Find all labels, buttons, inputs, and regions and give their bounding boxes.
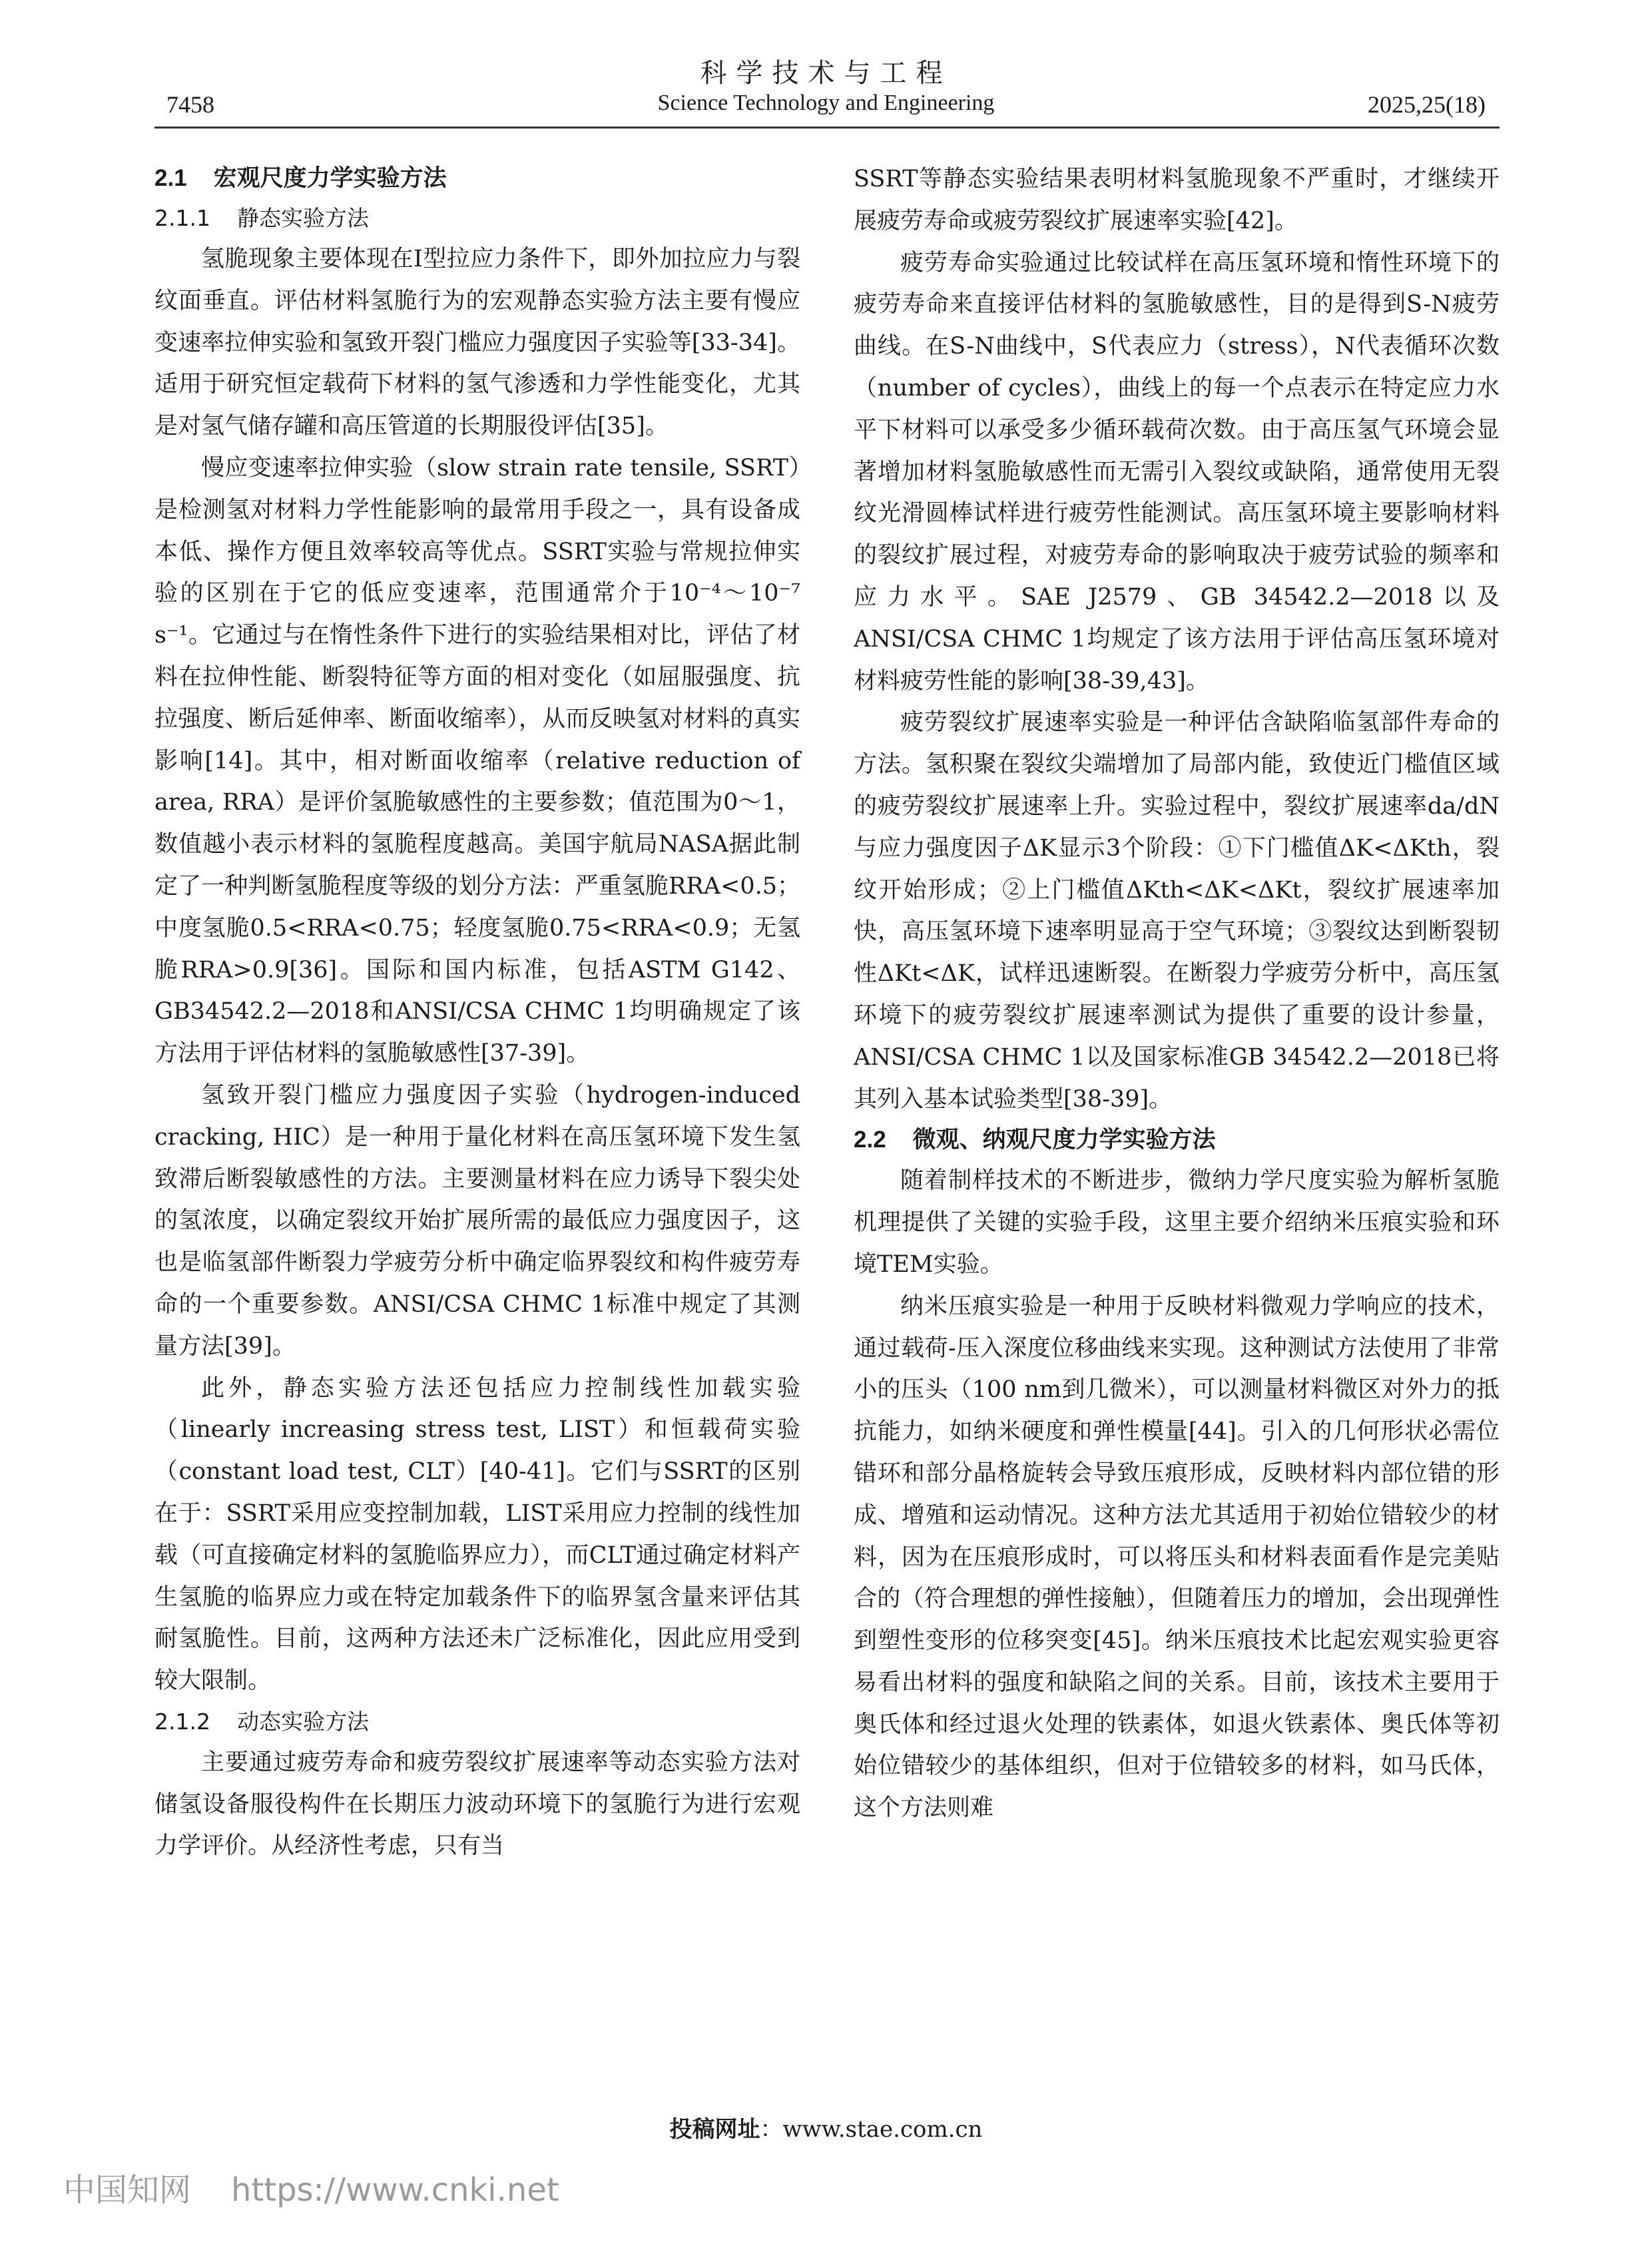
- subsection-number: 2.1.1: [154, 205, 210, 231]
- paragraph: 纳米压痕实验是一种用于反映材料微观力学响应的技术，通过载荷-压入深度位移曲线来实现。这种测试方法使用了非常小的压头（100 nm到几微米），可以测量材料微区对外力的抵抗能力，如纳米硬度和弹性模量[44]。引入的几何形状必需位错环和部分晶格旋转会导致压痕形成，反映材料内部位错的形成、增殖和运动情况。这种方法尤其适用于初始位错较少的材料，因为在压痕形成时，可以将压头和材料表面看作是完美贴合的（符合理想的弹性接触），但随着压力的增加，会出现弹性到塑性变形的位移突变[45]。纳米压痕技术比起宏观实验更容易看出材料的强度和缺陷之间的关系。目前，该技术主要用于奥氏体和经过退火处理的铁素体，如退火铁素体、奥氏体等初始位错较少的基体组织，但对于位错较多的材料，如马氏体，这个方法则难: [854, 1292, 1500, 1822]
- footer-url[interactable]: ：www.stae.com.cn: [760, 2116, 983, 2143]
- section-heading-2-1: [154, 158, 800, 198]
- left-column: [154, 158, 800, 1867]
- footer-label: 投稿网址: [669, 2116, 760, 2143]
- journal-title-cn: 科学技术与工程: [700, 58, 952, 89]
- paragraph: 疲劳裂纹扩展速率实验是一种评估含缺陷临氢部件寿命的方法。氢积聚在裂纹尖端增加了局部内能，致使近门槛值区域的疲劳裂纹扩展速率上升。实验过程中，裂纹扩展速率da/dN与应力强度因子ΔK显示3个阶段：①下门槛值ΔK<ΔKth，裂纹开始形成；②上门槛值ΔKth<ΔK<ΔKt，裂纹扩展速率加快，高压氢环境下速率明显高于空气环境；③裂纹达到断裂韧性ΔKt<ΔK，试样迅速断裂。在断裂力学疲劳分析中，高压氢环境下的疲劳裂纹扩展速率测试为提供了重要的设计参量，ANSI/CSA CHMC 1以及国家标准GB 34542.2—2018已将其列入基本试验类型[38-39]。: [854, 709, 1500, 1113]
- issue-info: 2025,25(18): [1368, 91, 1486, 118]
- watermark-name: 中国知网: [63, 2171, 192, 2209]
- cnki-watermark: [63, 2164, 599, 2210]
- subsection-title: 静态实验方法: [236, 205, 369, 231]
- subsection-heading-2-1-2: [154, 1702, 800, 1742]
- paragraph: 氢致开裂门槛应力强度因子实验（hydrogen-induced cracking, HIC）是一种用于量化材料在高压氢环境下发生氢致滞后断裂敏感性的方法。主要测量材料在应力诱导下裂尖处的氢浓度，以确定裂纹开始扩展所需的最低应力强度因子，这也是临氢部件断裂力学疲劳分析中确定临界裂纹和构件疲劳寿命的一个重要参数。ANSI/CSA CHMC 1标准中规定了其测量方法[39]。: [154, 1081, 800, 1360]
- subsection-heading-2-1-1: [154, 198, 800, 238]
- section-number: 2.1: [154, 165, 187, 191]
- paragraph: 氢脆现象主要体现在Ⅰ型拉应力条件下，即外加拉应力与裂纹面垂直。评估材料氢脆行为的宏观静态实验方法主要有慢应变速率拉伸实验和氢致开裂门槛应力强度因子实验等[33-34]。适用于研究恒定载荷下材料的氢气渗透和力学性能变化，尤其是对氢气储存罐和高压管道的长期服役评估[35]。: [154, 246, 800, 440]
- paragraph: 随着制样技术的不断进步，微纳力学尺度实验为解析氢脆机理提供了关键的实验手段，这里主要介绍纳米压痕实验和环境TEM实验。: [854, 1167, 1500, 1278]
- section-title: 宏观尺度力学实验方法: [213, 165, 447, 191]
- submission-footer: [0, 2111, 1652, 2143]
- subsection-title: 动态实验方法: [236, 1708, 369, 1735]
- paragraph: SSRT等静态实验结果表明材料氢脆现象不严重时，才继续开展疲劳寿命或疲劳裂纹扩展速率实验[42]。: [854, 166, 1500, 234]
- paragraph: 此外，静态实验方法还包括应力控制线性加载实验（linearly increasing stress test, LIST）和恒载荷实验（constant load test, CLT）[40-41]。它们与SSRT的区别在于：SSRT采用应变控制加载，LIST采用应力控制的线性加载（可直接确定材料的氢脆临界应力），而CLT通过确定材料产生氢脆的临界应力或在特定加载条件下的临界氢含量来评估其耐氢脆性。目前，这两种方法还未广泛标准化，因此应用受到较大限制。: [154, 1374, 800, 1695]
- journal-title-en: Science Technology and Engineering: [657, 91, 995, 115]
- paragraph: 慢应变速率拉伸实验（slow strain rate tensile, SSRT）是检测氢对材料力学性能影响的最常用手段之一，具有设备成本低、操作方便且效率较高等优点。SSRT实验与常规拉伸实验的区别在于它的低应变速率，范围通常介于10⁻⁴～10⁻⁷ s⁻¹。它通过与在惰性条件下进行的实验结果相对比，评估了材料在拉伸性能、断裂特征等方面的相对变化（如屈服强度、抗拉强度、断后延伸率、断面收缩率），从而反映氢对材料的真实影响[14]。其中，相对断面收缩率（relative reduction of area, RRA）是评价氢脆敏感性的主要参数；值范围为0～1，数值越小表示材料的氢脆程度越高。美国宇航局NASA据此制定了一种判断氢脆程度等级的划分方法：严重氢脆RRA<0.5；中度氢脆0.5<RRA<0.75；轻度氢脆0.75<RRA<0.9；无氢脆RRA>0.9[36]。国际和国内标准，包括ASTM G142、GB34542.2—2018和ANSI/CSA CHMC 1均明确规定了该方法用于评估材料的氢脆敏感性[37-39]。: [154, 454, 800, 1067]
- subsection-number: 2.1.2: [154, 1708, 210, 1735]
- section-title: 微观、纳观尺度力学实验方法: [912, 1127, 1216, 1153]
- paragraph: 主要通过疲劳寿命和疲劳裂纹扩展速率等动态实验方法对储氢设备服役构件在长期压力波动环境下的氢脆行为进行宏观力学评价。从经济性考虑，只有当: [154, 1749, 800, 1860]
- paragraph: 疲劳寿命实验通过比较试样在高压氢环境和惰性环境下的疲劳寿命来直接评估材料的氢脆敏感性，目的是得到S-N疲劳曲线。在S-N曲线中，S代表应力（stress），N代表循环次数（number of cycles），曲线上的每一个点表示在特定应力水平下材料可以承受多少循环载荷次数。由于高压氢气环境会显著增加材料氢脆敏感性而无需引入裂纹或缺陷，通常使用无裂纹光滑圆棒试样进行疲劳性能测试。高压氢环境主要影响材料的裂纹扩展过程，对疲劳寿命的影响取决于疲劳试验的频率和应力水平。SAE J2579、GB 34542.2—2018以及ANSI/CSA CHMC 1均规定了该方法用于评估高压氢环境对材料疲劳性能的影响[38-39,43]。: [854, 249, 1500, 695]
- right-column: [854, 158, 1500, 1829]
- page-number: 7458: [166, 91, 214, 118]
- watermark-url: https://www.cnki.net: [231, 2171, 559, 2209]
- header-rule: [154, 127, 1500, 129]
- section-number: 2.2: [854, 1127, 886, 1153]
- section-heading-2-2: [854, 1120, 1500, 1160]
